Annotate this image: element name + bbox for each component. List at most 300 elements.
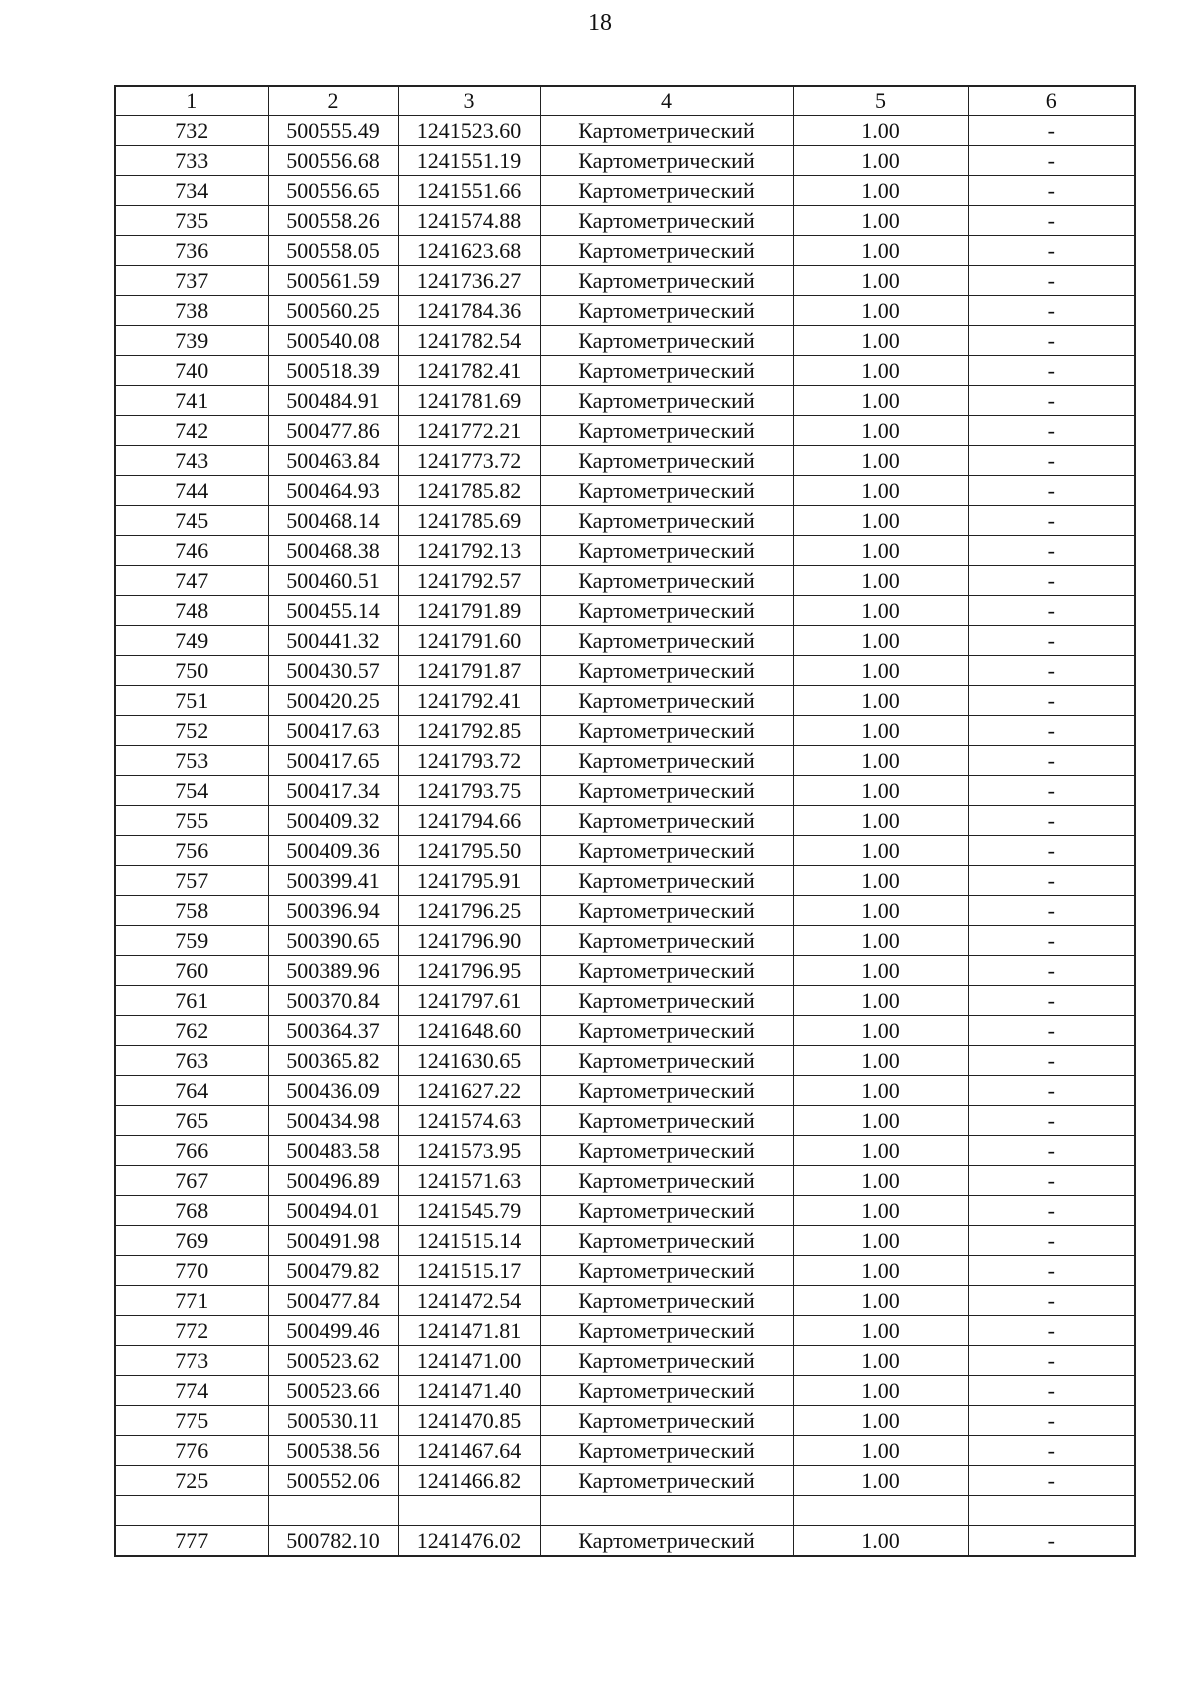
method-cell: Картометрический bbox=[540, 1256, 793, 1286]
note-cell: - bbox=[968, 626, 1135, 656]
method-cell: Картометрический bbox=[540, 446, 793, 476]
method-cell: Картометрический bbox=[540, 1106, 793, 1136]
method-cell: Картометрический bbox=[540, 956, 793, 986]
note-cell: - bbox=[968, 536, 1135, 566]
accuracy-cell: 1.00 bbox=[793, 1136, 968, 1166]
x-coordinate-cell: 500464.93 bbox=[268, 476, 398, 506]
point-number-cell: 756 bbox=[115, 836, 268, 866]
point-number-cell: 752 bbox=[115, 716, 268, 746]
x-coordinate-cell: 500499.46 bbox=[268, 1316, 398, 1346]
point-number-cell: 776 bbox=[115, 1436, 268, 1466]
note-cell: - bbox=[968, 956, 1135, 986]
note-cell: - bbox=[968, 1076, 1135, 1106]
x-coordinate-cell: 500558.26 bbox=[268, 206, 398, 236]
accuracy-cell: 1.00 bbox=[793, 326, 968, 356]
accuracy-cell: 1.00 bbox=[793, 566, 968, 596]
method-cell: Картометрический bbox=[540, 266, 793, 296]
point-number-cell: 746 bbox=[115, 536, 268, 566]
method-cell: Картометрический bbox=[540, 1346, 793, 1376]
table-row bbox=[115, 476, 1135, 506]
method-cell: Картометрический bbox=[540, 326, 793, 356]
method-cell: Картометрический bbox=[540, 1196, 793, 1226]
method-cell: Картометрический bbox=[540, 1046, 793, 1076]
method-cell: Картометрический bbox=[540, 116, 793, 146]
method-cell: Картометрический bbox=[540, 1436, 793, 1466]
point-number-cell: 748 bbox=[115, 596, 268, 626]
x-coordinate-cell: 500364.37 bbox=[268, 1016, 398, 1046]
x-coordinate-cell: 500417.34 bbox=[268, 776, 398, 806]
method-cell: Картометрический bbox=[540, 746, 793, 776]
x-coordinate-cell: 500479.82 bbox=[268, 1256, 398, 1286]
method-cell: Картометрический bbox=[540, 596, 793, 626]
x-coordinate-cell: 500389.96 bbox=[268, 956, 398, 986]
point-number-cell: 743 bbox=[115, 446, 268, 476]
y-coordinate-cell: 1241573.95 bbox=[398, 1136, 540, 1166]
x-coordinate-cell: 500434.98 bbox=[268, 1106, 398, 1136]
point-number-cell: 749 bbox=[115, 626, 268, 656]
point-number-cell: 750 bbox=[115, 656, 268, 686]
point-number-cell: 767 bbox=[115, 1166, 268, 1196]
point-number-cell: 759 bbox=[115, 926, 268, 956]
table-row bbox=[115, 116, 1135, 146]
point-number-cell: 739 bbox=[115, 326, 268, 356]
method-cell: Картометрический bbox=[540, 1526, 793, 1557]
table-row bbox=[115, 806, 1135, 836]
point-number-cell: 758 bbox=[115, 896, 268, 926]
accuracy-cell: 1.00 bbox=[793, 1166, 968, 1196]
table-row bbox=[115, 1526, 1135, 1557]
accuracy-cell bbox=[793, 1496, 968, 1526]
accuracy-cell: 1.00 bbox=[793, 356, 968, 386]
x-coordinate-cell: 500556.65 bbox=[268, 176, 398, 206]
y-coordinate-cell: 1241523.60 bbox=[398, 116, 540, 146]
point-number-cell: 771 bbox=[115, 1286, 268, 1316]
x-coordinate-cell: 500468.38 bbox=[268, 536, 398, 566]
page-number: 18 bbox=[588, 10, 612, 36]
table-row bbox=[115, 1256, 1135, 1286]
point-number-cell: 740 bbox=[115, 356, 268, 386]
note-cell: - bbox=[968, 806, 1135, 836]
x-coordinate-cell: 500396.94 bbox=[268, 896, 398, 926]
y-coordinate-cell: 1241795.91 bbox=[398, 866, 540, 896]
x-coordinate-cell: 500417.65 bbox=[268, 746, 398, 776]
coordinates-table bbox=[114, 85, 1136, 1557]
method-cell: Картометрический bbox=[540, 1076, 793, 1106]
table-row bbox=[115, 536, 1135, 566]
note-cell: - bbox=[968, 836, 1135, 866]
x-coordinate-cell: 500523.66 bbox=[268, 1376, 398, 1406]
x-coordinate-cell: 500463.84 bbox=[268, 446, 398, 476]
accuracy-cell: 1.00 bbox=[793, 176, 968, 206]
note-cell: - bbox=[968, 1346, 1135, 1376]
column-header-5: 5 bbox=[793, 86, 968, 116]
point-number-cell: 762 bbox=[115, 1016, 268, 1046]
accuracy-cell: 1.00 bbox=[793, 1406, 968, 1436]
method-cell: Картометрический bbox=[540, 926, 793, 956]
accuracy-cell: 1.00 bbox=[793, 536, 968, 566]
y-coordinate-cell: 1241551.66 bbox=[398, 176, 540, 206]
method-cell: Картометрический bbox=[540, 206, 793, 236]
accuracy-cell: 1.00 bbox=[793, 1016, 968, 1046]
point-number-cell: 773 bbox=[115, 1346, 268, 1376]
y-coordinate-cell: 1241630.65 bbox=[398, 1046, 540, 1076]
method-cell: Картометрический bbox=[540, 716, 793, 746]
point-number-cell: 769 bbox=[115, 1226, 268, 1256]
y-coordinate-cell: 1241796.95 bbox=[398, 956, 540, 986]
method-cell: Картометрический bbox=[540, 566, 793, 596]
note-cell: - bbox=[968, 776, 1135, 806]
y-coordinate-cell: 1241793.75 bbox=[398, 776, 540, 806]
y-coordinate-cell: 1241791.60 bbox=[398, 626, 540, 656]
point-number-cell: 775 bbox=[115, 1406, 268, 1436]
note-cell: - bbox=[968, 266, 1135, 296]
x-coordinate-cell: 500484.91 bbox=[268, 386, 398, 416]
method-cell: Картометрический bbox=[540, 476, 793, 506]
x-coordinate-cell: 500538.56 bbox=[268, 1436, 398, 1466]
accuracy-cell: 1.00 bbox=[793, 386, 968, 416]
table-row bbox=[115, 746, 1135, 776]
note-cell: - bbox=[968, 476, 1135, 506]
point-number-cell: 734 bbox=[115, 176, 268, 206]
table-row bbox=[115, 716, 1135, 746]
y-coordinate-cell: 1241796.25 bbox=[398, 896, 540, 926]
table-row bbox=[115, 176, 1135, 206]
y-coordinate-cell: 1241781.69 bbox=[398, 386, 540, 416]
accuracy-cell: 1.00 bbox=[793, 746, 968, 776]
note-cell: - bbox=[968, 686, 1135, 716]
table-row bbox=[115, 596, 1135, 626]
point-number-cell bbox=[115, 1496, 268, 1526]
accuracy-cell: 1.00 bbox=[793, 836, 968, 866]
point-number-cell: 742 bbox=[115, 416, 268, 446]
accuracy-cell: 1.00 bbox=[793, 1346, 968, 1376]
method-cell: Картометрический bbox=[540, 236, 793, 266]
table-body bbox=[115, 116, 1135, 1557]
method-cell: Картометрический bbox=[540, 836, 793, 866]
note-cell: - bbox=[968, 296, 1135, 326]
method-cell: Картометрический bbox=[540, 536, 793, 566]
x-coordinate-cell: 500530.11 bbox=[268, 1406, 398, 1436]
y-coordinate-cell: 1241648.60 bbox=[398, 1016, 540, 1046]
table-row bbox=[115, 1406, 1135, 1436]
column-header-2: 2 bbox=[268, 86, 398, 116]
x-coordinate-cell: 500540.08 bbox=[268, 326, 398, 356]
note-cell bbox=[968, 1496, 1135, 1526]
x-coordinate-cell: 500560.25 bbox=[268, 296, 398, 326]
table-row bbox=[115, 1016, 1135, 1046]
x-coordinate-cell: 500430.57 bbox=[268, 656, 398, 686]
point-number-cell: 744 bbox=[115, 476, 268, 506]
note-cell: - bbox=[968, 1436, 1135, 1466]
x-coordinate-cell: 500483.58 bbox=[268, 1136, 398, 1166]
point-number-cell: 765 bbox=[115, 1106, 268, 1136]
table-row bbox=[115, 1466, 1135, 1496]
accuracy-cell: 1.00 bbox=[793, 146, 968, 176]
table-row bbox=[115, 1436, 1135, 1466]
note-cell: - bbox=[968, 356, 1135, 386]
accuracy-cell: 1.00 bbox=[793, 1316, 968, 1346]
y-coordinate-cell: 1241470.85 bbox=[398, 1406, 540, 1436]
y-coordinate-cell: 1241472.54 bbox=[398, 1286, 540, 1316]
x-coordinate-cell bbox=[268, 1496, 398, 1526]
y-coordinate-cell: 1241791.87 bbox=[398, 656, 540, 686]
method-cell: Картометрический bbox=[540, 1376, 793, 1406]
accuracy-cell: 1.00 bbox=[793, 986, 968, 1016]
y-coordinate-cell: 1241792.85 bbox=[398, 716, 540, 746]
method-cell: Картометрический bbox=[540, 806, 793, 836]
accuracy-cell: 1.00 bbox=[793, 1286, 968, 1316]
method-cell: Картометрический bbox=[540, 986, 793, 1016]
method-cell: Картометрический bbox=[540, 1226, 793, 1256]
table-row bbox=[115, 1046, 1135, 1076]
table-row bbox=[115, 386, 1135, 416]
table-row bbox=[115, 1196, 1135, 1226]
table-row bbox=[115, 1346, 1135, 1376]
table-row bbox=[115, 566, 1135, 596]
note-cell: - bbox=[968, 236, 1135, 266]
point-number-cell: 747 bbox=[115, 566, 268, 596]
y-coordinate-cell: 1241627.22 bbox=[398, 1076, 540, 1106]
method-cell: Картометрический bbox=[540, 1286, 793, 1316]
table-row bbox=[115, 626, 1135, 656]
accuracy-cell: 1.00 bbox=[793, 1076, 968, 1106]
note-cell: - bbox=[968, 1406, 1135, 1436]
method-cell: Картометрический bbox=[540, 296, 793, 326]
point-number-cell: 760 bbox=[115, 956, 268, 986]
x-coordinate-cell: 500417.63 bbox=[268, 716, 398, 746]
method-cell: Картометрический bbox=[540, 656, 793, 686]
y-coordinate-cell: 1241792.57 bbox=[398, 566, 540, 596]
x-coordinate-cell: 500477.84 bbox=[268, 1286, 398, 1316]
accuracy-cell: 1.00 bbox=[793, 806, 968, 836]
y-coordinate-cell: 1241623.68 bbox=[398, 236, 540, 266]
note-cell: - bbox=[968, 716, 1135, 746]
note-cell: - bbox=[968, 1526, 1135, 1557]
point-number-cell: 761 bbox=[115, 986, 268, 1016]
point-number-cell: 733 bbox=[115, 146, 268, 176]
point-number-cell: 732 bbox=[115, 116, 268, 146]
point-number-cell: 768 bbox=[115, 1196, 268, 1226]
note-cell: - bbox=[968, 566, 1135, 596]
x-coordinate-cell: 500455.14 bbox=[268, 596, 398, 626]
table-row bbox=[115, 896, 1135, 926]
x-coordinate-cell: 500399.41 bbox=[268, 866, 398, 896]
point-number-cell: 735 bbox=[115, 206, 268, 236]
y-coordinate-cell: 1241782.54 bbox=[398, 326, 540, 356]
accuracy-cell: 1.00 bbox=[793, 446, 968, 476]
method-cell: Картометрический bbox=[540, 506, 793, 536]
x-coordinate-cell: 500556.68 bbox=[268, 146, 398, 176]
x-coordinate-cell: 500390.65 bbox=[268, 926, 398, 956]
method-cell: Картометрический bbox=[540, 1136, 793, 1166]
note-cell: - bbox=[968, 1196, 1135, 1226]
accuracy-cell: 1.00 bbox=[793, 1046, 968, 1076]
table-row bbox=[115, 956, 1135, 986]
x-coordinate-cell: 500494.01 bbox=[268, 1196, 398, 1226]
method-cell: Картометрический bbox=[540, 1406, 793, 1436]
note-cell: - bbox=[968, 176, 1135, 206]
method-cell: Картометрический bbox=[540, 356, 793, 386]
x-coordinate-cell: 500518.39 bbox=[268, 356, 398, 386]
accuracy-cell: 1.00 bbox=[793, 656, 968, 686]
note-cell: - bbox=[968, 206, 1135, 236]
point-number-cell: 751 bbox=[115, 686, 268, 716]
method-cell: Картометрический bbox=[540, 776, 793, 806]
method-cell bbox=[540, 1496, 793, 1526]
accuracy-cell: 1.00 bbox=[793, 506, 968, 536]
table-header bbox=[115, 86, 1135, 116]
note-cell: - bbox=[968, 1256, 1135, 1286]
note-cell: - bbox=[968, 326, 1135, 356]
method-cell: Картометрический bbox=[540, 1316, 793, 1346]
x-coordinate-cell: 500552.06 bbox=[268, 1466, 398, 1496]
point-number-cell: 770 bbox=[115, 1256, 268, 1286]
x-coordinate-cell: 500409.32 bbox=[268, 806, 398, 836]
note-cell: - bbox=[968, 656, 1135, 686]
x-coordinate-cell: 500420.25 bbox=[268, 686, 398, 716]
point-number-cell: 754 bbox=[115, 776, 268, 806]
point-number-cell: 736 bbox=[115, 236, 268, 266]
accuracy-cell: 1.00 bbox=[793, 686, 968, 716]
accuracy-cell: 1.00 bbox=[793, 476, 968, 506]
accuracy-cell: 1.00 bbox=[793, 116, 968, 146]
column-header-3: 3 bbox=[398, 86, 540, 116]
accuracy-cell: 1.00 bbox=[793, 1196, 968, 1226]
accuracy-cell: 1.00 bbox=[793, 296, 968, 326]
point-number-cell: 755 bbox=[115, 806, 268, 836]
x-coordinate-cell: 500523.62 bbox=[268, 1346, 398, 1376]
x-coordinate-cell: 500365.82 bbox=[268, 1046, 398, 1076]
accuracy-cell: 1.00 bbox=[793, 206, 968, 236]
accuracy-cell: 1.00 bbox=[793, 1376, 968, 1406]
y-coordinate-cell bbox=[398, 1496, 540, 1526]
table-row bbox=[115, 1106, 1135, 1136]
x-coordinate-cell: 500782.10 bbox=[268, 1526, 398, 1557]
y-coordinate-cell: 1241736.27 bbox=[398, 266, 540, 296]
y-coordinate-cell: 1241795.50 bbox=[398, 836, 540, 866]
y-coordinate-cell: 1241571.63 bbox=[398, 1166, 540, 1196]
table-row bbox=[115, 656, 1135, 686]
table-row bbox=[115, 236, 1135, 266]
note-cell: - bbox=[968, 1466, 1135, 1496]
x-coordinate-cell: 500561.59 bbox=[268, 266, 398, 296]
table-row bbox=[115, 1166, 1135, 1196]
y-coordinate-cell: 1241792.13 bbox=[398, 536, 540, 566]
accuracy-cell: 1.00 bbox=[793, 776, 968, 806]
y-coordinate-cell: 1241784.36 bbox=[398, 296, 540, 326]
point-number-cell: 772 bbox=[115, 1316, 268, 1346]
x-coordinate-cell: 500436.09 bbox=[268, 1076, 398, 1106]
point-number-cell: 738 bbox=[115, 296, 268, 326]
y-coordinate-cell: 1241796.90 bbox=[398, 926, 540, 956]
accuracy-cell: 1.00 bbox=[793, 1526, 968, 1557]
table-row bbox=[115, 686, 1135, 716]
note-cell: - bbox=[968, 896, 1135, 926]
accuracy-cell: 1.00 bbox=[793, 236, 968, 266]
y-coordinate-cell: 1241773.72 bbox=[398, 446, 540, 476]
y-coordinate-cell: 1241466.82 bbox=[398, 1466, 540, 1496]
table-row bbox=[115, 206, 1135, 236]
point-number-cell: 763 bbox=[115, 1046, 268, 1076]
note-cell: - bbox=[968, 446, 1135, 476]
method-cell: Картометрический bbox=[540, 1016, 793, 1046]
note-cell: - bbox=[968, 416, 1135, 446]
accuracy-cell: 1.00 bbox=[793, 1466, 968, 1496]
y-coordinate-cell: 1241471.81 bbox=[398, 1316, 540, 1346]
y-coordinate-cell: 1241794.66 bbox=[398, 806, 540, 836]
method-cell: Картометрический bbox=[540, 1166, 793, 1196]
x-coordinate-cell: 500496.89 bbox=[268, 1166, 398, 1196]
point-number-cell: 777 bbox=[115, 1526, 268, 1557]
column-header-6: 6 bbox=[968, 86, 1135, 116]
x-coordinate-cell: 500491.98 bbox=[268, 1226, 398, 1256]
accuracy-cell: 1.00 bbox=[793, 596, 968, 626]
y-coordinate-cell: 1241793.72 bbox=[398, 746, 540, 776]
table-row bbox=[115, 986, 1135, 1016]
x-coordinate-cell: 500409.36 bbox=[268, 836, 398, 866]
y-coordinate-cell: 1241471.00 bbox=[398, 1346, 540, 1376]
table-row bbox=[115, 416, 1135, 446]
y-coordinate-cell: 1241574.88 bbox=[398, 206, 540, 236]
y-coordinate-cell: 1241515.17 bbox=[398, 1256, 540, 1286]
table-row bbox=[115, 866, 1135, 896]
point-number-cell: 766 bbox=[115, 1136, 268, 1166]
point-number-cell: 753 bbox=[115, 746, 268, 776]
point-number-cell: 725 bbox=[115, 1466, 268, 1496]
accuracy-cell: 1.00 bbox=[793, 416, 968, 446]
table-row bbox=[115, 1076, 1135, 1106]
table-row bbox=[115, 296, 1135, 326]
table-row bbox=[115, 1226, 1135, 1256]
point-number-cell: 741 bbox=[115, 386, 268, 416]
accuracy-cell: 1.00 bbox=[793, 1436, 968, 1466]
note-cell: - bbox=[968, 1286, 1135, 1316]
method-cell: Картометрический bbox=[540, 686, 793, 716]
method-cell: Картометрический bbox=[540, 896, 793, 926]
accuracy-cell: 1.00 bbox=[793, 1226, 968, 1256]
table-row bbox=[115, 506, 1135, 536]
table-row bbox=[115, 1136, 1135, 1166]
y-coordinate-cell: 1241471.40 bbox=[398, 1376, 540, 1406]
x-coordinate-cell: 500555.49 bbox=[268, 116, 398, 146]
y-coordinate-cell: 1241515.14 bbox=[398, 1226, 540, 1256]
note-cell: - bbox=[968, 1046, 1135, 1076]
method-cell: Картометрический bbox=[540, 626, 793, 656]
x-coordinate-cell: 500477.86 bbox=[268, 416, 398, 446]
x-coordinate-cell: 500370.84 bbox=[268, 986, 398, 1016]
table-row bbox=[115, 146, 1135, 176]
accuracy-cell: 1.00 bbox=[793, 956, 968, 986]
y-coordinate-cell: 1241791.89 bbox=[398, 596, 540, 626]
accuracy-cell: 1.00 bbox=[793, 896, 968, 926]
note-cell: - bbox=[968, 1376, 1135, 1406]
method-cell: Картометрический bbox=[540, 866, 793, 896]
x-coordinate-cell: 500460.51 bbox=[268, 566, 398, 596]
y-coordinate-cell: 1241785.69 bbox=[398, 506, 540, 536]
y-coordinate-cell: 1241467.64 bbox=[398, 1436, 540, 1466]
table-row bbox=[115, 1496, 1135, 1526]
table-row bbox=[115, 836, 1135, 866]
y-coordinate-cell: 1241797.61 bbox=[398, 986, 540, 1016]
column-header-1: 1 bbox=[115, 86, 268, 116]
accuracy-cell: 1.00 bbox=[793, 1256, 968, 1286]
note-cell: - bbox=[968, 116, 1135, 146]
point-number-cell: 774 bbox=[115, 1376, 268, 1406]
note-cell: - bbox=[968, 1166, 1135, 1196]
method-cell: Картометрический bbox=[540, 416, 793, 446]
note-cell: - bbox=[968, 926, 1135, 956]
table-row bbox=[115, 446, 1135, 476]
